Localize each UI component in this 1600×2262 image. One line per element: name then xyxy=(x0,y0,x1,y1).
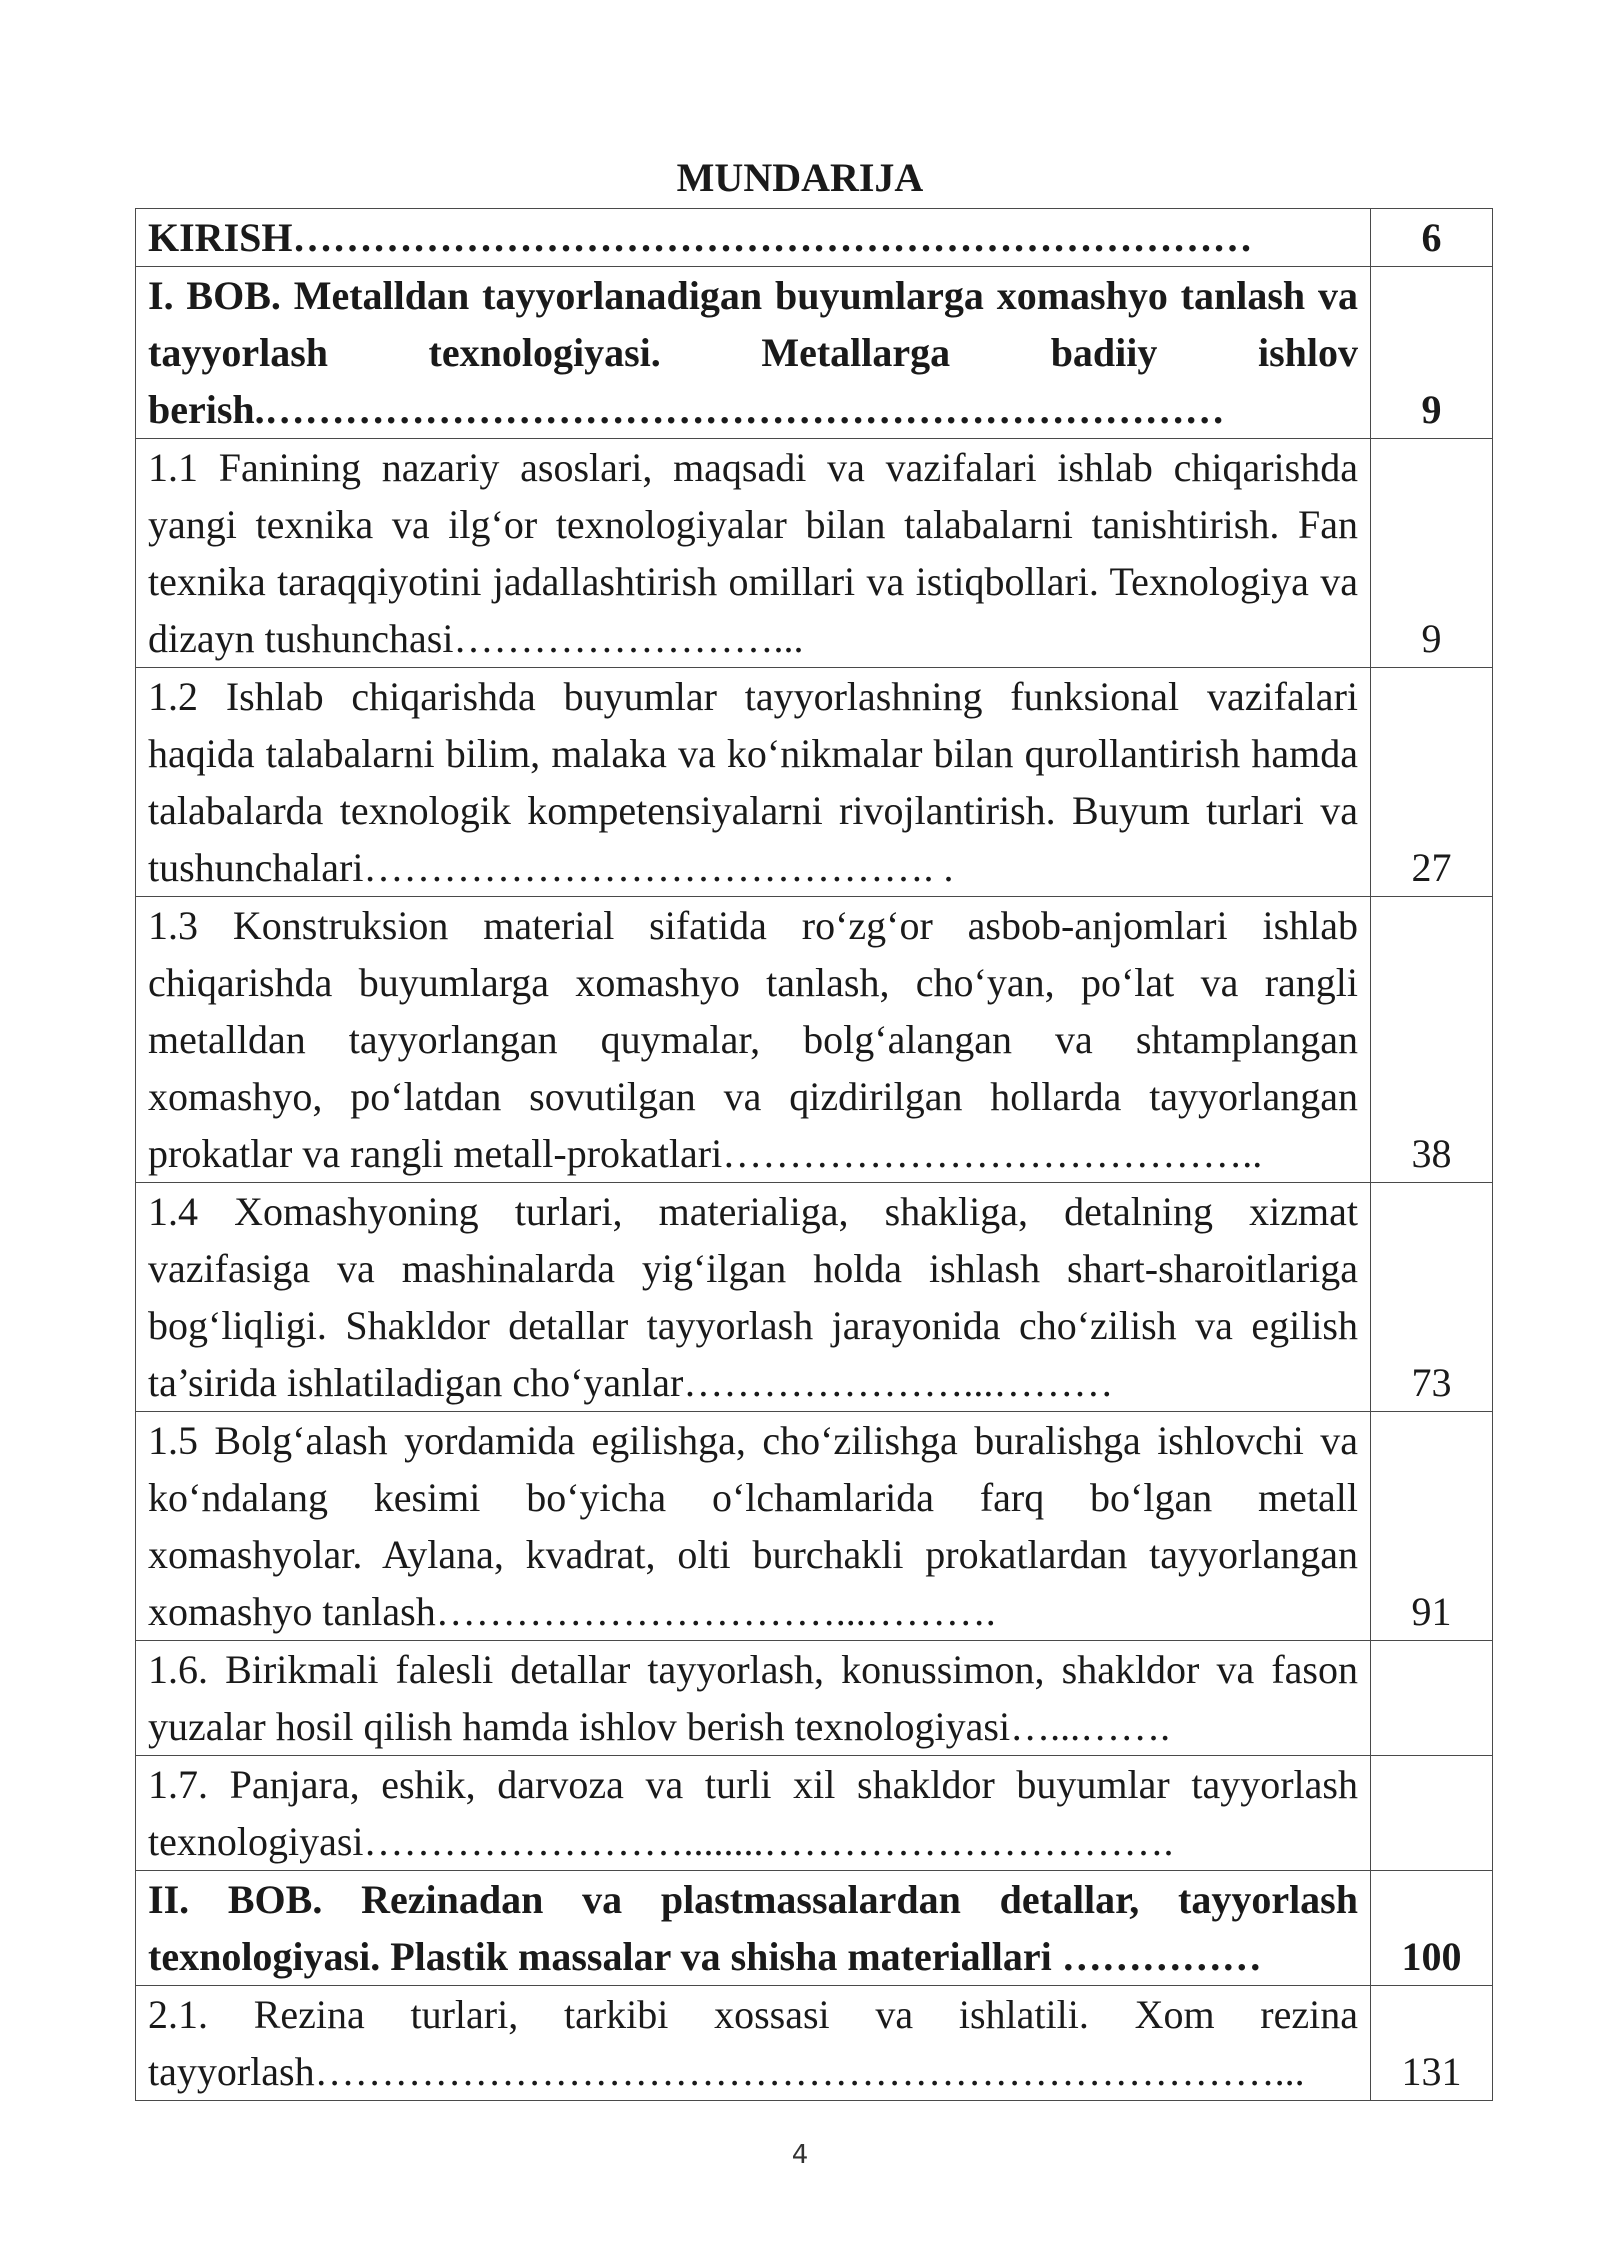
toc-entry-text: 2.1. Rezina turlari, tarkibi xossasi va ishlatili. Xom rezina tayyorlash………………………………………………………………... xyxy=(136,1986,1371,2101)
toc-row-1-5 xyxy=(136,1412,1493,1641)
toc-entry-text: I. BOB. Metalldan tayyorlanadigan buyumlarga xomashyo tanlash va tayyorlash texnologiyasi. Metallarga badiiy ishlov berish.……………………………………………………………… xyxy=(136,267,1371,439)
toc-page-number xyxy=(1371,1756,1493,1871)
toc-row-1-7 xyxy=(136,1756,1493,1871)
toc-entry-text: 1.6. Birikmali falesli detallar tayyorlash, konussimon, shakldor va fason yuzalar hosil qilish hamda ishlov berish texnologiyasi…...……. xyxy=(136,1641,1371,1756)
toc-page-number: 9 xyxy=(1371,267,1493,439)
toc-entry-text: 1.3 Konstruksion material sifatida ro‘zg‘or asbob-anjomlari ishlab chiqarishda buyumlarga xomashyo tanlash, cho‘yan, po‘lat va rangli metalldan tayyorlangan quymalar, bolg‘alangan va shtamplangan xomashyo, po‘latdan sovutilgan va qizdirilgan hollarda tayyorlangan prokatlar va rangli metall-prokatlari………………………………….. xyxy=(136,897,1371,1183)
toc-page-number: 91 xyxy=(1371,1412,1493,1641)
toc-entry-text: II. BOB. Rezinadan va plastmassalardan detallar, tayyorlash texnologiyasi. Plastik massalar va shisha materiallari …………… xyxy=(136,1871,1371,1986)
toc-page-number: 6 xyxy=(1371,209,1493,267)
footer-page-number: 4 xyxy=(791,2140,809,2170)
toc-entry-text: KIRISH……………………………………………………………… xyxy=(136,209,1371,267)
toc-row-chapter-1 xyxy=(136,267,1493,439)
toc-row-1-1 xyxy=(136,439,1493,668)
toc-page-number: 100 xyxy=(1371,1871,1493,1986)
toc-row-1-3 xyxy=(136,897,1493,1183)
toc-row-kirish xyxy=(136,209,1493,267)
toc-entry-text: 1.2 Ishlab chiqarishda buyumlar tayyorlashning funksional vazifalari haqida talabalarni bilim, malaka va ko‘nikmalar bilan qurollantirish hamda talabalarda texnologik kompetensiyalarni rivojlantirish. Buyum turlari va tushunchalari……………………………………. . xyxy=(136,668,1371,897)
toc-row-1-2 xyxy=(136,668,1493,897)
page-title: MUNDARIJA xyxy=(676,155,924,200)
toc-page-number: 38 xyxy=(1371,897,1493,1183)
toc-entry-text: 1.7. Panjara, eshik, darvoza va turli xil shakldor buyumlar tayyorlash texnologiyasi……………………........…………………………. xyxy=(136,1756,1371,1871)
toc-row-2-1 xyxy=(136,1986,1493,2101)
toc-page-number xyxy=(1371,1641,1493,1756)
toc-row-chapter-2 xyxy=(136,1871,1493,1986)
toc-page-number: 131 xyxy=(1371,1986,1493,2101)
toc-entry-text: 1.4 Xomashyoning turlari, materialiga, shakliga, detalning xizmat vazifasiga va mashinalarda yig‘ilgan holda ishlash shart-sharoitlariga bog‘liqligi. Shakldor detallar tayyorlash jarayonida cho‘zilish va egilish ta’sirida ishlatiladigan cho‘yanlar…………………...……… xyxy=(136,1183,1371,1412)
toc-row-1-6 xyxy=(136,1641,1493,1756)
toc-row-1-4 xyxy=(136,1183,1493,1412)
toc-page-number: 73 xyxy=(1371,1183,1493,1412)
toc-entry-text: 1.1 Fanining nazariy asoslari, maqsadi va vazifalari ishlab chiqarishda yangi texnika va ilg‘or texnologiyalar bilan talabalarni tanishtirish. Fan texnika taraqqiyotini jadallashtirish omillari va istiqbollari. Texnologiya va dizayn tushunchasi……………………... xyxy=(136,439,1371,668)
toc-page-number: 27 xyxy=(1371,668,1493,897)
toc-entry-text: 1.5 Bolg‘alash yordamida egilishga, cho‘zilishga buralishga ishlovchi va ko‘ndalang kesimi bo‘yicha o‘lchamlarida farq bo‘lgan metall xomashyolar. Aylana, kvadrat, olti burchakli prokatlardan tayyorlangan xomashyo tanlash…………………………...………. xyxy=(136,1412,1371,1641)
table-of-contents xyxy=(135,208,1493,2101)
toc-page-number: 9 xyxy=(1371,439,1493,668)
